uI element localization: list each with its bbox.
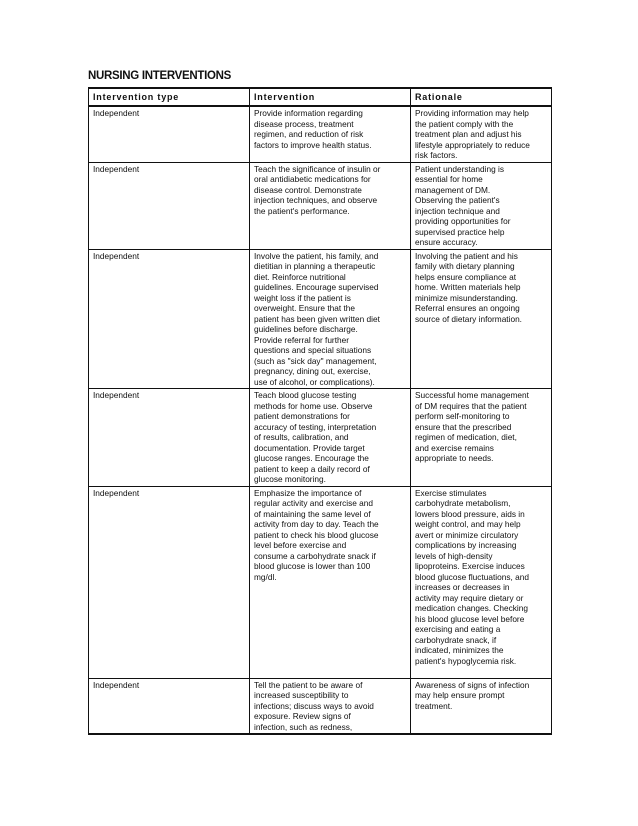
cell-type: Independent [89,678,250,734]
table-row [89,486,552,678]
document-page [88,70,551,735]
cell-intervention: Provide information regarding disease process, treatment regimen, and reduction of risk factors to improve health status. [250,106,411,162]
cell-intervention: Emphasize the importance of regular activity and exercise and of maintaining the same level of activity from day to day. Teach the patient to check his blood glucose level before exercise and consume a carbohydrate snack if blood glucose is lower than 100 mg/dl. [250,486,411,678]
table-row [89,106,552,162]
cell-type: Independent [89,486,250,678]
cell-rationale: Awareness of signs of infection may help ensure prompt treatment. [411,678,552,734]
interventions-table [88,87,552,735]
header-rationale: Rationale [411,88,552,106]
cell-type: Independent [89,162,250,249]
cell-type: Independent [89,389,250,487]
cell-rationale: Providing information may help the patient comply with the treatment plan and adjust his lifestyle appropriately to reduce risk factors. [411,106,552,162]
cell-rationale: Successful home management of DM requires that the patient perform self-monitoring to ensure that the prescribed regimen of medication, diet, and exercise remains appropriate to needs. [411,389,552,487]
header-intervention-type: Intervention type [89,88,250,106]
cell-rationale: Patient understanding is essential for home management of DM. Observing the patient's injection technique and providing opportunities for supervised practice help ensure accuracy. [411,162,552,249]
cell-rationale: Involving the patient and his family with dietary planning helps ensure compliance at home. Written materials help minimize misunderstanding. Referral ensures an ongoing source of dietary information. [411,249,552,389]
table-row [89,389,552,487]
table-row [89,678,552,734]
cell-intervention: Teach blood glucose testing methods for home use. Observe patient demonstrations for accuracy of testing, interpretation of results, calibration, and documentation. Provide target glucose ranges. Encourage the patient to keep a daily record of glucose monitoring. [250,389,411,487]
table-row [89,249,552,389]
cell-intervention: Teach the significance of insulin or oral antidiabetic medications for disease control. Demonstrate injection techniques, and observe the patient's performance. [250,162,411,249]
cell-type: Independent [89,106,250,162]
header-intervention: Intervention [250,88,411,106]
table-header-row [89,88,552,106]
cell-type: Independent [89,249,250,389]
cell-intervention: Tell the patient to be aware of increased susceptibility to infections; discuss ways to avoid exposure. Review signs of infection, such as redness, [250,678,411,734]
page-title: NURSING INTERVENTIONS [88,70,232,82]
cell-rationale: Exercise stimulates carbohydrate metabolism, lowers blood pressure, aids in weight control, and may help avert or minimize circulatory complications by increasing levels of high-density lipoproteins. Exercise induces blood glucose fluctuations, and increases or decreases in activity may require dietary or medication changes. Checking his blood glucose level before exercising and eating a carbohydrate snack, if indicated, minimizes the patient's hypoglycemia risk. [411,486,552,678]
cell-intervention: Involve the patient, his family, and dietitian in planning a therapeutic diet. Reinforce nutritional guidelines. Encourage supervised weight loss if the patient is overweight. Ensure that the patient has been given written diet guidelines before discharge. Provide referral for further questions and special situations (such as "sick day" management, pregnancy, dining out, exercise, use of alcohol, or complications). [250,249,411,389]
table-row [89,162,552,249]
